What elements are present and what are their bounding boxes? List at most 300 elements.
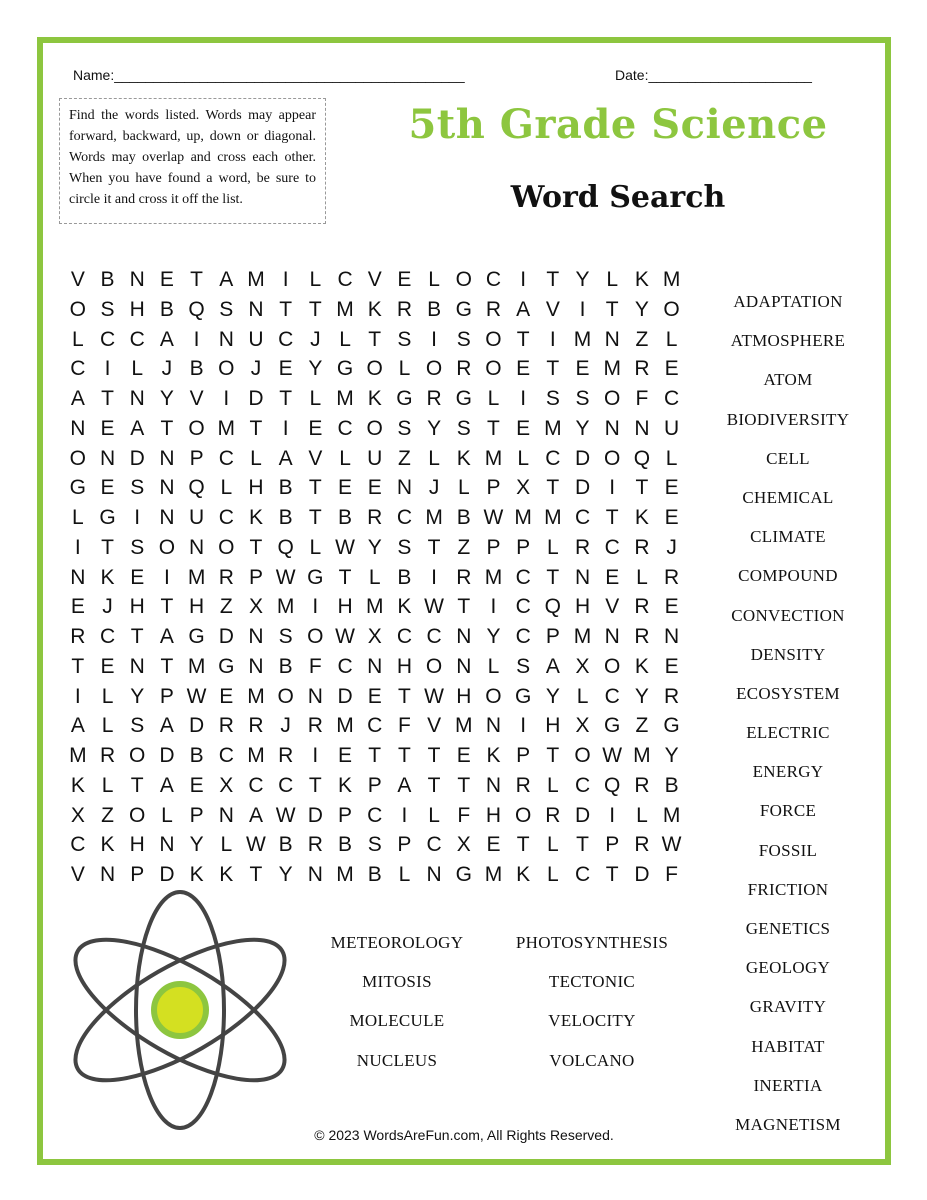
- grid-letter[interactable]: B: [278, 833, 293, 857]
- grid-letter[interactable]: M: [336, 387, 354, 410]
- grid-letter[interactable]: T: [308, 773, 322, 797]
- grid-letter[interactable]: O: [307, 625, 324, 648]
- grid-letter[interactable]: H: [248, 476, 264, 500]
- grid-letter[interactable]: O: [425, 357, 443, 381]
- grid-letter[interactable]: L: [161, 803, 173, 827]
- grid-letter[interactable]: C: [515, 595, 531, 619]
- grid-letter[interactable]: F: [635, 387, 649, 410]
- grid-letter[interactable]: N: [159, 506, 175, 529]
- grid-letter[interactable]: T: [605, 863, 619, 886]
- grid-letter[interactable]: N: [485, 773, 502, 797]
- grid-letter[interactable]: I: [609, 803, 616, 827]
- grid-letter[interactable]: W: [335, 625, 355, 648]
- grid-letter[interactable]: R: [574, 535, 591, 559]
- grid-letter[interactable]: N: [248, 297, 264, 321]
- grid-letter[interactable]: X: [575, 654, 590, 678]
- grid-letter[interactable]: K: [486, 744, 501, 767]
- grid-letter[interactable]: C: [70, 833, 86, 857]
- grid-letter[interactable]: G: [514, 684, 532, 708]
- grid-letter[interactable]: O: [514, 803, 532, 827]
- grid-letter[interactable]: I: [490, 595, 497, 619]
- grid-letter[interactable]: F: [397, 714, 411, 738]
- grid-letter[interactable]: R: [456, 357, 472, 381]
- grid-letter[interactable]: M: [455, 714, 473, 738]
- grid-letter[interactable]: E: [664, 595, 679, 619]
- grid-letter[interactable]: J: [161, 357, 173, 381]
- grid-letter[interactable]: D: [248, 387, 264, 410]
- grid-letter[interactable]: D: [159, 863, 175, 886]
- grid-letter[interactable]: R: [515, 773, 531, 797]
- grid-letter[interactable]: S: [397, 327, 412, 351]
- grid-letter[interactable]: M: [187, 654, 206, 678]
- grid-letter[interactable]: Q: [188, 476, 205, 500]
- grid-letter[interactable]: L: [220, 833, 233, 857]
- grid-letter[interactable]: R: [664, 684, 680, 708]
- grid-letter[interactable]: I: [520, 387, 527, 410]
- grid-letter[interactable]: N: [159, 833, 175, 857]
- grid-letter[interactable]: T: [160, 654, 174, 678]
- grid-letter[interactable]: M: [336, 297, 354, 321]
- grid-letter[interactable]: H: [129, 297, 145, 321]
- grid-letter[interactable]: K: [70, 773, 85, 797]
- grid-letter[interactable]: L: [487, 387, 500, 410]
- grid-letter[interactable]: L: [398, 357, 411, 381]
- grid-letter[interactable]: P: [367, 773, 382, 797]
- grid-letter[interactable]: J: [428, 476, 440, 500]
- grid-letter[interactable]: C: [396, 625, 412, 648]
- grid-letter[interactable]: E: [605, 565, 620, 589]
- grid-letter[interactable]: W: [186, 684, 207, 708]
- grid-letter[interactable]: B: [159, 297, 174, 321]
- grid-letter[interactable]: Z: [457, 535, 471, 559]
- grid-letter[interactable]: J: [666, 535, 677, 559]
- grid-letter[interactable]: I: [74, 535, 81, 559]
- grid-letter[interactable]: W: [602, 744, 623, 767]
- grid-letter[interactable]: T: [160, 416, 174, 440]
- grid-letter[interactable]: H: [485, 803, 502, 827]
- grid-letter[interactable]: N: [159, 446, 175, 470]
- grid-letter[interactable]: B: [100, 268, 115, 291]
- grid-letter[interactable]: L: [428, 268, 440, 291]
- grid-letter[interactable]: T: [308, 506, 322, 529]
- grid-letter[interactable]: S: [130, 476, 145, 500]
- grid-letter[interactable]: M: [336, 714, 354, 738]
- grid-letter[interactable]: T: [457, 595, 471, 619]
- grid-letter[interactable]: E: [664, 654, 679, 678]
- grid-letter[interactable]: M: [276, 595, 295, 619]
- grid-letter[interactable]: V: [189, 387, 204, 410]
- grid-letter[interactable]: H: [129, 833, 145, 857]
- grid-letter[interactable]: C: [545, 446, 561, 470]
- grid-letter[interactable]: I: [282, 416, 289, 440]
- grid-letter[interactable]: C: [337, 268, 353, 291]
- grid-letter[interactable]: T: [576, 833, 589, 857]
- grid-letter[interactable]: H: [574, 595, 591, 619]
- grid-letter[interactable]: P: [397, 833, 412, 857]
- grid-letter[interactable]: A: [130, 416, 145, 440]
- grid-letter[interactable]: C: [337, 654, 353, 678]
- grid-letter[interactable]: T: [397, 684, 411, 708]
- grid-letter[interactable]: D: [574, 446, 591, 470]
- grid-letter[interactable]: I: [609, 476, 616, 500]
- grid-letter[interactable]: N: [604, 327, 620, 351]
- grid-letter[interactable]: L: [547, 863, 559, 886]
- grid-letter[interactable]: L: [606, 268, 619, 291]
- grid-letter[interactable]: L: [428, 446, 440, 470]
- grid-letter[interactable]: W: [335, 535, 355, 559]
- grid-letter[interactable]: I: [163, 565, 170, 589]
- grid-letter[interactable]: M: [573, 625, 592, 648]
- grid-letter[interactable]: V: [70, 863, 85, 886]
- grid-letter[interactable]: L: [368, 565, 381, 589]
- grid-letter[interactable]: G: [455, 863, 472, 886]
- grid-letter[interactable]: R: [664, 565, 680, 589]
- grid-letter[interactable]: V: [545, 297, 560, 321]
- grid-letter[interactable]: T: [546, 476, 560, 500]
- grid-letter[interactable]: R: [634, 773, 650, 797]
- grid-letter[interactable]: P: [130, 863, 145, 886]
- grid-letter[interactable]: S: [100, 297, 115, 321]
- grid-letter[interactable]: R: [634, 595, 650, 619]
- grid-letter[interactable]: A: [70, 714, 85, 738]
- grid-letter[interactable]: O: [277, 684, 294, 708]
- grid-letter[interactable]: N: [129, 654, 145, 678]
- grid-letter[interactable]: I: [104, 357, 111, 381]
- grid-letter[interactable]: T: [190, 268, 203, 291]
- grid-letter[interactable]: L: [250, 446, 262, 470]
- grid-letter[interactable]: K: [634, 268, 649, 291]
- grid-letter[interactable]: R: [545, 803, 561, 827]
- grid-letter[interactable]: T: [308, 297, 322, 321]
- grid-letter[interactable]: M: [247, 684, 265, 708]
- grid-letter[interactable]: R: [485, 297, 502, 321]
- grid-letter[interactable]: P: [486, 476, 501, 500]
- grid-letter[interactable]: S: [397, 535, 412, 559]
- grid-letter[interactable]: T: [130, 625, 144, 648]
- grid-letter[interactable]: D: [159, 744, 175, 767]
- grid-letter[interactable]: X: [575, 714, 590, 738]
- grid-letter[interactable]: F: [665, 863, 678, 886]
- grid-letter[interactable]: E: [100, 654, 115, 678]
- grid-letter[interactable]: I: [520, 714, 527, 738]
- grid-letter[interactable]: Y: [308, 357, 323, 381]
- grid-letter[interactable]: U: [248, 327, 264, 351]
- grid-letter[interactable]: N: [307, 684, 323, 708]
- grid-letter[interactable]: J: [310, 327, 321, 351]
- grid-letter[interactable]: M: [544, 416, 562, 440]
- grid-letter[interactable]: Q: [544, 595, 562, 619]
- grid-letter[interactable]: C: [99, 327, 116, 351]
- grid-letter[interactable]: Q: [633, 446, 651, 470]
- grid-letter[interactable]: M: [662, 268, 681, 291]
- grid-letter[interactable]: K: [634, 506, 649, 529]
- grid-letter[interactable]: S: [516, 654, 531, 678]
- grid-letter[interactable]: C: [367, 714, 383, 738]
- grid-letter[interactable]: R: [218, 714, 234, 738]
- grid-letter[interactable]: I: [549, 327, 556, 351]
- grid-letter[interactable]: M: [514, 506, 532, 529]
- grid-letter[interactable]: I: [193, 327, 200, 351]
- grid-letter[interactable]: L: [576, 684, 589, 708]
- grid-letter[interactable]: E: [219, 684, 234, 708]
- grid-letter[interactable]: D: [337, 684, 353, 708]
- grid-letter[interactable]: A: [248, 803, 263, 827]
- grid-letter[interactable]: O: [574, 744, 591, 767]
- grid-letter[interactable]: N: [604, 416, 620, 440]
- grid-letter[interactable]: T: [249, 416, 263, 440]
- grid-letter[interactable]: J: [102, 595, 113, 619]
- grid-letter[interactable]: E: [367, 684, 382, 708]
- grid-letter[interactable]: E: [456, 744, 471, 767]
- grid-letter[interactable]: A: [219, 268, 234, 291]
- grid-letter[interactable]: R: [70, 625, 86, 648]
- grid-letter[interactable]: L: [665, 446, 678, 470]
- grid-letter[interactable]: P: [545, 625, 560, 648]
- grid-letter[interactable]: O: [604, 387, 621, 410]
- grid-letter[interactable]: C: [70, 357, 86, 381]
- grid-letter[interactable]: O: [366, 357, 383, 381]
- grid-letter[interactable]: P: [159, 684, 174, 708]
- grid-letter[interactable]: W: [275, 565, 296, 589]
- grid-letter[interactable]: M: [484, 565, 503, 589]
- grid-letter[interactable]: N: [218, 327, 234, 351]
- grid-letter[interactable]: X: [516, 476, 531, 500]
- grid-letter[interactable]: I: [282, 268, 289, 291]
- grid-letter[interactable]: N: [604, 625, 620, 648]
- grid-letter[interactable]: O: [425, 654, 443, 678]
- grid-letter[interactable]: K: [189, 863, 204, 886]
- grid-letter[interactable]: L: [517, 446, 529, 470]
- grid-letter[interactable]: T: [546, 565, 560, 589]
- grid-letter[interactable]: H: [396, 654, 412, 678]
- grid-letter[interactable]: K: [338, 773, 353, 797]
- grid-letter[interactable]: F: [457, 803, 471, 827]
- grid-letter[interactable]: N: [664, 625, 680, 648]
- grid-letter[interactable]: M: [365, 595, 384, 619]
- grid-letter[interactable]: V: [70, 268, 85, 291]
- grid-letter[interactable]: T: [101, 387, 114, 410]
- grid-letter[interactable]: T: [71, 654, 85, 678]
- grid-letter[interactable]: C: [426, 833, 442, 857]
- grid-letter[interactable]: E: [130, 565, 145, 589]
- grid-letter[interactable]: X: [219, 773, 234, 797]
- grid-letter[interactable]: P: [486, 535, 501, 559]
- grid-letter[interactable]: O: [366, 416, 383, 440]
- grid-letter[interactable]: G: [218, 654, 235, 678]
- grid-letter[interactable]: E: [100, 476, 115, 500]
- grid-letter[interactable]: T: [427, 535, 441, 559]
- grid-letter[interactable]: K: [634, 654, 649, 678]
- grid-letter[interactable]: O: [218, 535, 235, 559]
- grid-letter[interactable]: S: [219, 297, 234, 321]
- grid-letter[interactable]: N: [367, 654, 383, 678]
- grid-letter[interactable]: S: [456, 327, 471, 351]
- grid-letter[interactable]: L: [339, 446, 351, 470]
- grid-letter[interactable]: B: [338, 506, 353, 529]
- grid-letter[interactable]: E: [100, 416, 115, 440]
- grid-letter[interactable]: M: [425, 506, 443, 529]
- grid-letter[interactable]: O: [188, 416, 205, 440]
- grid-letter[interactable]: M: [603, 357, 621, 381]
- grid-letter[interactable]: T: [368, 327, 382, 351]
- grid-letter[interactable]: K: [100, 565, 115, 589]
- grid-letter[interactable]: L: [398, 863, 411, 886]
- grid-letter[interactable]: S: [545, 387, 560, 410]
- grid-letter[interactable]: I: [431, 565, 438, 589]
- grid-letter[interactable]: A: [159, 714, 174, 738]
- grid-letter[interactable]: T: [308, 476, 322, 500]
- grid-letter[interactable]: A: [159, 327, 174, 351]
- grid-letter[interactable]: C: [337, 416, 353, 440]
- grid-letter[interactable]: N: [396, 476, 412, 500]
- grid-letter[interactable]: R: [634, 625, 650, 648]
- grid-letter[interactable]: T: [338, 565, 352, 589]
- grid-letter[interactable]: C: [574, 506, 591, 529]
- grid-letter[interactable]: E: [189, 773, 204, 797]
- grid-letter[interactable]: L: [72, 327, 84, 351]
- grid-letter[interactable]: E: [664, 506, 679, 529]
- grid-letter[interactable]: F: [308, 654, 322, 678]
- grid-letter[interactable]: C: [278, 773, 294, 797]
- grid-letter[interactable]: L: [101, 714, 114, 738]
- grid-letter[interactable]: N: [189, 535, 205, 559]
- grid-letter[interactable]: P: [338, 803, 353, 827]
- grid-letter[interactable]: E: [367, 476, 382, 500]
- grid-letter[interactable]: N: [307, 863, 323, 886]
- grid-letter[interactable]: G: [604, 714, 621, 738]
- grid-letter[interactable]: R: [634, 833, 650, 857]
- grid-letter[interactable]: T: [249, 535, 263, 559]
- grid-letter[interactable]: C: [485, 268, 502, 291]
- grid-letter[interactable]: O: [604, 446, 621, 470]
- grid-letter[interactable]: Z: [635, 327, 649, 351]
- grid-letter[interactable]: O: [455, 268, 472, 291]
- grid-letter[interactable]: C: [218, 446, 234, 470]
- grid-letter[interactable]: X: [248, 595, 263, 619]
- grid-letter[interactable]: D: [218, 625, 234, 648]
- grid-letter[interactable]: G: [188, 625, 205, 648]
- grid-letter[interactable]: B: [189, 357, 204, 381]
- grid-letter[interactable]: T: [635, 476, 649, 500]
- grid-letter[interactable]: A: [516, 297, 531, 321]
- grid-letter[interactable]: S: [456, 416, 471, 440]
- grid-letter[interactable]: Y: [367, 535, 382, 559]
- grid-letter[interactable]: N: [99, 446, 116, 470]
- grid-letter[interactable]: W: [661, 833, 682, 857]
- grid-letter[interactable]: R: [367, 506, 383, 529]
- grid-letter[interactable]: V: [367, 268, 382, 291]
- grid-letter[interactable]: N: [159, 476, 175, 500]
- grid-letter[interactable]: D: [189, 714, 205, 738]
- grid-letter[interactable]: C: [396, 506, 412, 529]
- grid-letter[interactable]: B: [278, 476, 293, 500]
- grid-letter[interactable]: O: [485, 684, 502, 708]
- grid-letter[interactable]: L: [131, 357, 144, 381]
- grid-letter[interactable]: P: [516, 744, 531, 767]
- grid-letter[interactable]: W: [275, 803, 296, 827]
- grid-letter[interactable]: B: [367, 863, 382, 886]
- grid-letter[interactable]: L: [72, 506, 84, 529]
- grid-letter[interactable]: U: [367, 446, 383, 470]
- grid-letter[interactable]: Z: [397, 446, 411, 470]
- grid-letter[interactable]: G: [455, 297, 472, 321]
- grid-letter[interactable]: O: [485, 327, 502, 351]
- grid-letter[interactable]: O: [129, 744, 146, 767]
- grid-letter[interactable]: L: [547, 773, 559, 797]
- grid-letter[interactable]: T: [397, 744, 411, 767]
- grid-letter[interactable]: L: [101, 773, 114, 797]
- grid-letter[interactable]: K: [397, 595, 412, 619]
- grid-letter[interactable]: L: [636, 565, 648, 589]
- grid-letter[interactable]: C: [99, 625, 116, 648]
- grid-letter[interactable]: C: [367, 803, 383, 827]
- grid-letter[interactable]: L: [220, 476, 233, 500]
- grid-letter[interactable]: Q: [188, 297, 205, 321]
- grid-letter[interactable]: M: [69, 744, 87, 767]
- grid-letter[interactable]: N: [99, 863, 116, 886]
- grid-letter[interactable]: C: [426, 625, 442, 648]
- grid-letter[interactable]: E: [159, 268, 174, 291]
- grid-letter[interactable]: Y: [159, 387, 174, 410]
- grid-letter[interactable]: H: [545, 714, 561, 738]
- grid-letter[interactable]: J: [280, 714, 291, 738]
- grid-letter[interactable]: E: [664, 476, 679, 500]
- grid-letter[interactable]: W: [424, 595, 444, 619]
- grid-letter[interactable]: Y: [545, 684, 560, 708]
- grid-letter[interactable]: B: [278, 506, 293, 529]
- grid-letter[interactable]: C: [129, 327, 145, 351]
- grid-letter[interactable]: T: [101, 535, 114, 559]
- grid-letter[interactable]: S: [397, 416, 412, 440]
- grid-letter[interactable]: V: [427, 714, 442, 738]
- grid-letter[interactable]: T: [279, 387, 293, 410]
- grid-letter[interactable]: G: [336, 357, 354, 381]
- grid-letter[interactable]: M: [336, 863, 354, 886]
- grid-letter[interactable]: E: [278, 357, 293, 381]
- grid-letter[interactable]: R: [634, 535, 650, 559]
- grid-letter[interactable]: Y: [664, 744, 679, 767]
- grid-letter[interactable]: P: [516, 535, 531, 559]
- grid-letter[interactable]: C: [218, 744, 234, 767]
- grid-letter[interactable]: R: [278, 744, 294, 767]
- grid-letter[interactable]: O: [604, 654, 621, 678]
- grid-letter[interactable]: D: [634, 863, 650, 886]
- grid-letter[interactable]: T: [487, 416, 500, 440]
- grid-letter[interactable]: D: [574, 803, 591, 827]
- grid-letter[interactable]: Y: [278, 863, 293, 886]
- grid-letter[interactable]: K: [516, 863, 531, 886]
- grid-letter[interactable]: L: [636, 803, 648, 827]
- grid-letter[interactable]: R: [218, 565, 234, 589]
- grid-letter[interactable]: T: [368, 744, 382, 767]
- grid-letter[interactable]: N: [456, 654, 472, 678]
- grid-letter[interactable]: H: [129, 595, 145, 619]
- grid-letter[interactable]: O: [129, 803, 146, 827]
- grid-letter[interactable]: T: [546, 744, 560, 767]
- grid-letter[interactable]: M: [484, 863, 503, 886]
- grid-letter[interactable]: Y: [634, 684, 649, 708]
- grid-letter[interactable]: U: [189, 506, 205, 529]
- grid-letter[interactable]: O: [69, 297, 87, 321]
- grid-letter[interactable]: A: [159, 625, 174, 648]
- grid-letter[interactable]: V: [308, 446, 323, 470]
- grid-letter[interactable]: Y: [130, 684, 145, 708]
- grid-letter[interactable]: A: [545, 654, 560, 678]
- grid-letter[interactable]: B: [189, 744, 204, 767]
- grid-letter[interactable]: E: [516, 416, 531, 440]
- grid-letter[interactable]: E: [664, 357, 679, 381]
- grid-letter[interactable]: K: [367, 387, 382, 410]
